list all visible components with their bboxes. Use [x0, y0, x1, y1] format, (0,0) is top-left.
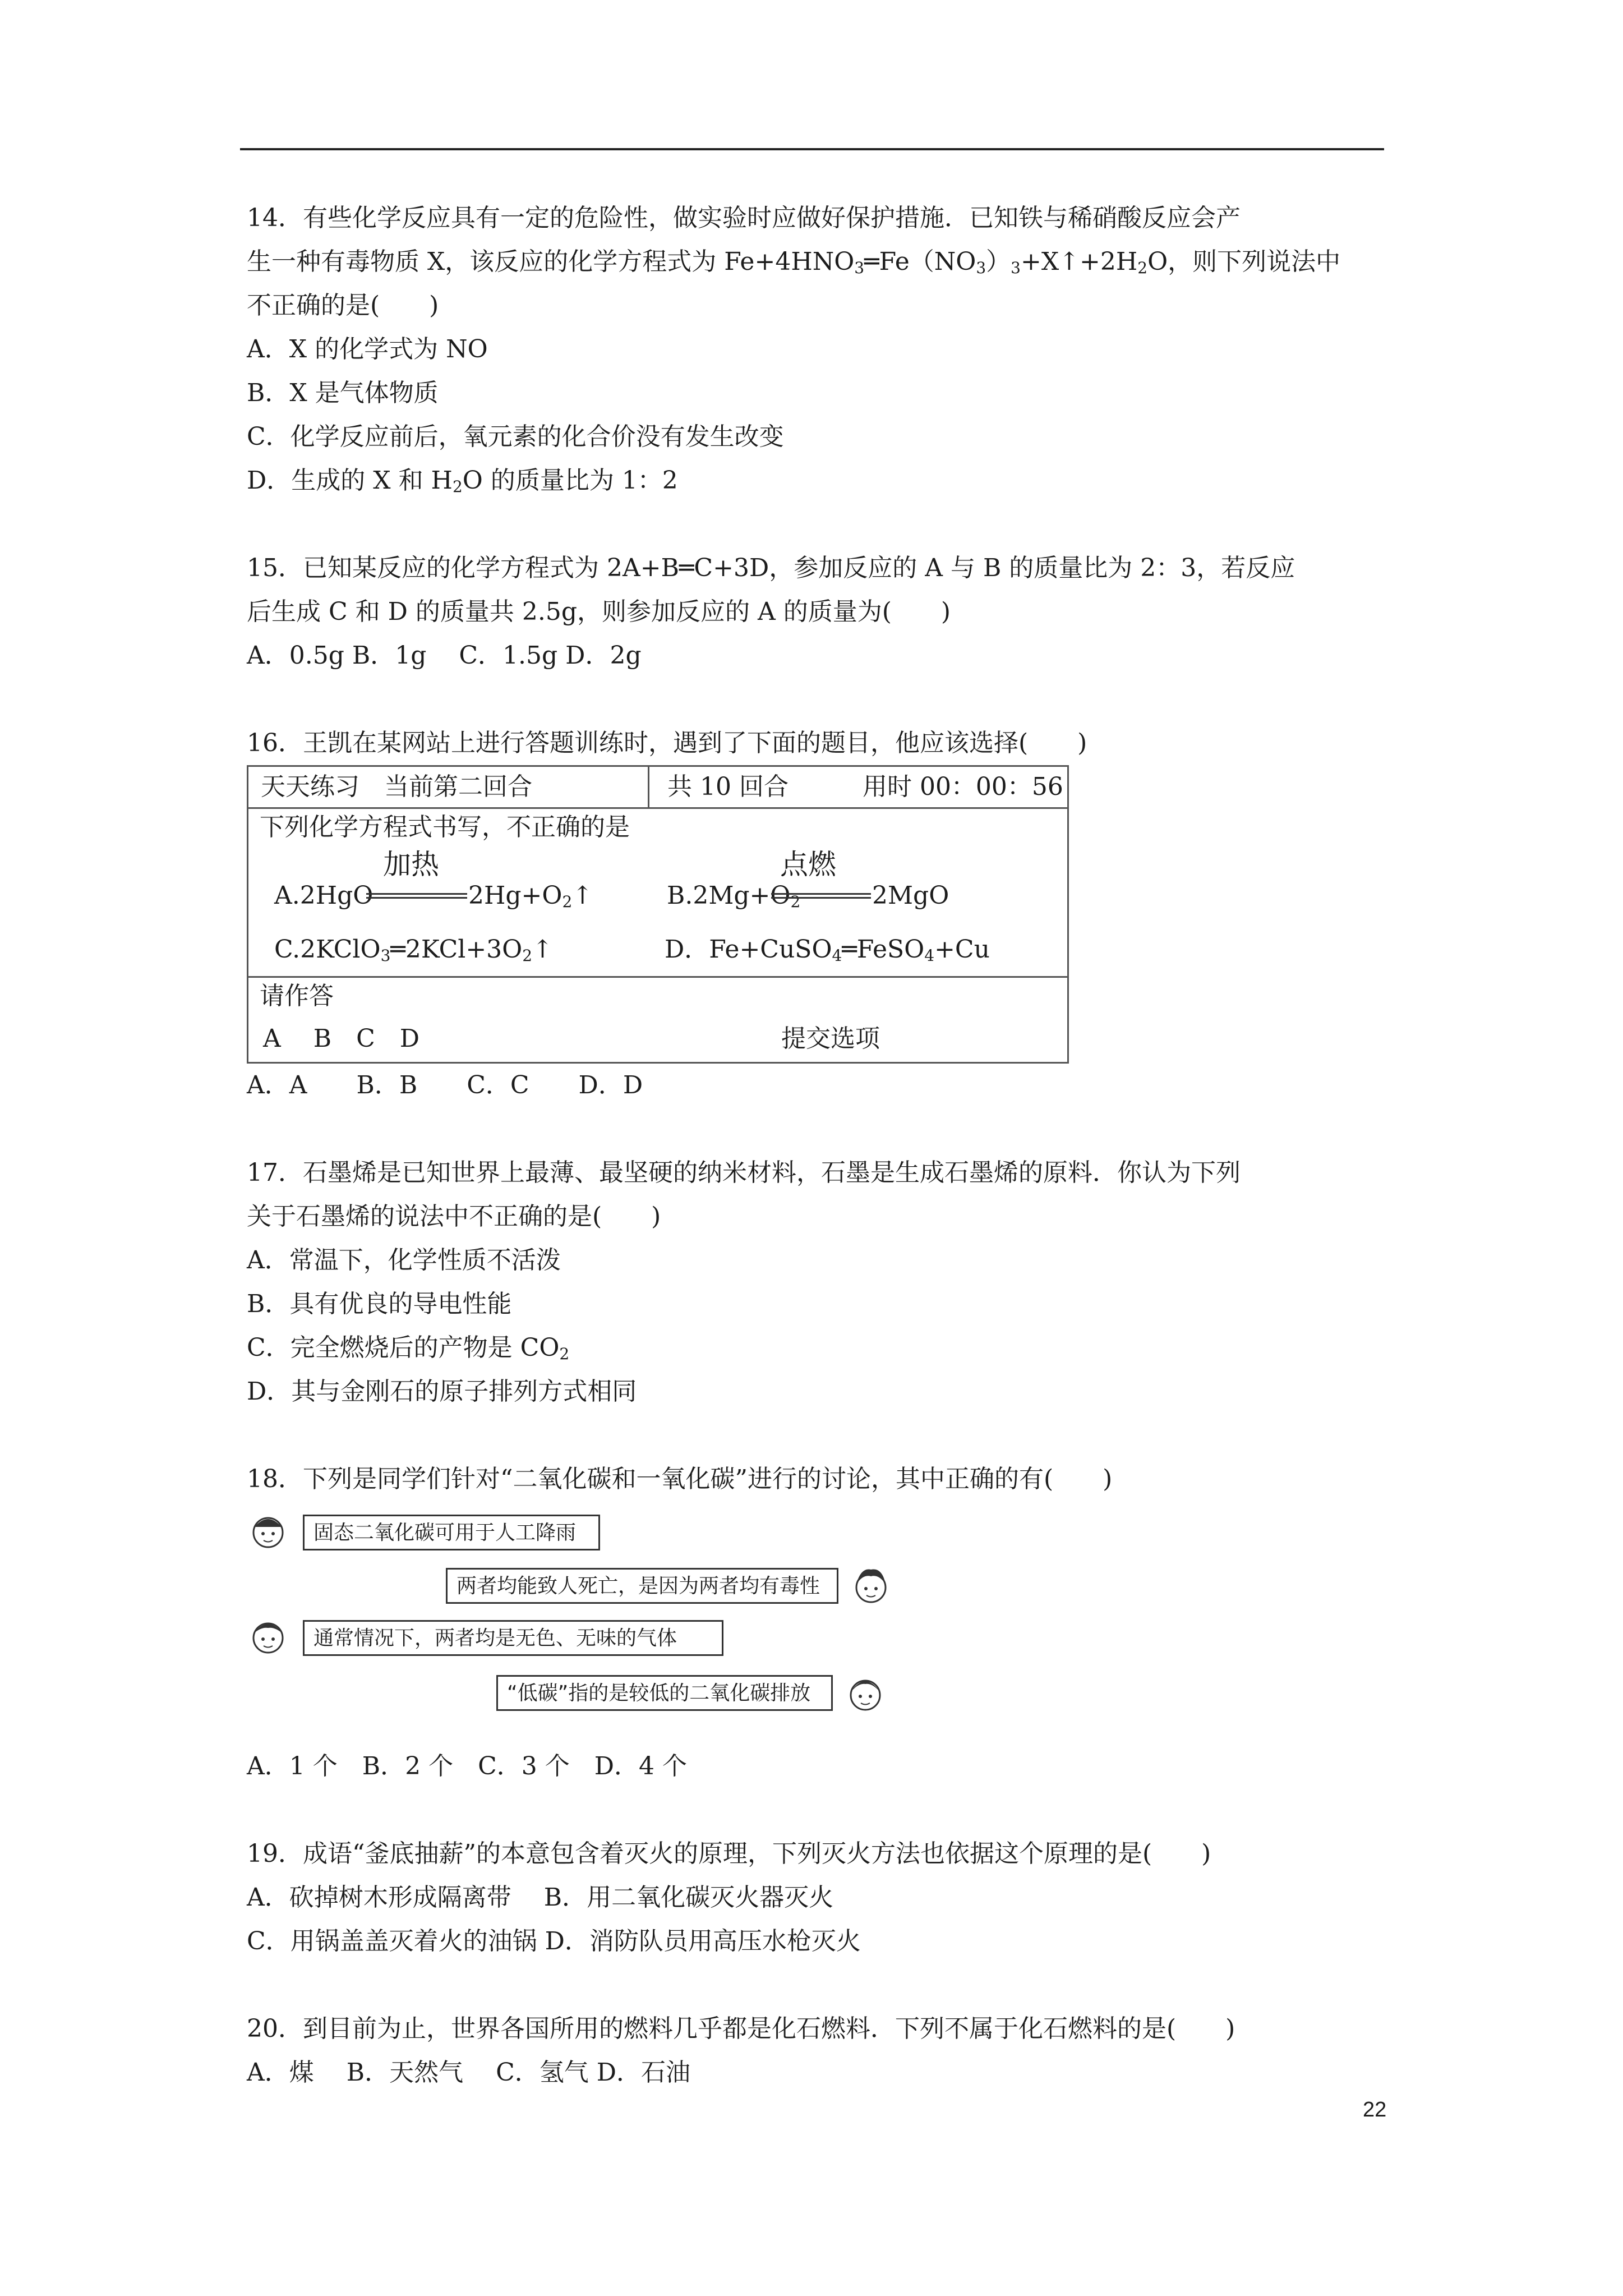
equation-b-products: 2MgO — [872, 881, 949, 910]
equation-a-products: $2Hg+O_2↑$ — [468, 881, 593, 911]
student-face-icon — [247, 1509, 289, 1552]
question-16 — [247, 721, 1413, 1107]
speech-bubble-3: 通常情况下，两者均是无色、无味的气体 — [303, 1620, 723, 1656]
q16-options: A．A B．B C．C D．D — [247, 1071, 643, 1099]
quiz-prompt: 下列化学方程式书写，不正确的是 — [260, 813, 630, 841]
ignition-condition: 点燃 — [780, 848, 836, 881]
equation-c: $C.2KClO_3═2KCl+3O_2↑$ — [274, 935, 553, 965]
student-face-icon — [247, 1614, 289, 1657]
q14-stem-line2: 生一种有毒物质 X，该反应的化学方程式为 $Fe+4HNO_3═Fe(NO_3)_3+X↑+2H_2O$，则下列说法中 — [247, 247, 1341, 277]
answer-prompt: 请作答 — [260, 982, 334, 1010]
q16-stem: 16．王凯在某网站上进行答题训练时，遇到了下面的题目，他应该选择( ) — [247, 729, 1087, 757]
speech-bubble-1: 固态二氧化碳可用于人工降雨 — [303, 1515, 600, 1550]
equation-a: A.2HgO — [274, 881, 374, 910]
q14-option-b: B．X 是气体物质 — [247, 379, 439, 407]
q17-option-c: C．完全燃烧后的产物是 $CO_2$ — [247, 1333, 570, 1363]
q14-option-c: C．化学反应前后，氧元素的化合价没有发生改变 — [247, 422, 784, 451]
q14-option-a: A．X 的化学式为 NO — [247, 335, 488, 364]
equation-b-equals — [771, 893, 871, 899]
q14-stem-line3: 不正确的是( ) — [247, 291, 439, 320]
q17-option-d: D．其与金刚石的原子排列方式相同 — [247, 1377, 637, 1406]
q14-option-d: D．生成的 X 和 $H_2O$ 的质量比为 1：2 — [247, 466, 678, 496]
student-face-icon — [850, 1564, 892, 1607]
quiz-timer-label: 共 10 回合 用时 00：00：56 — [667, 772, 1063, 801]
page-number: 22 — [1363, 2098, 1387, 2122]
question-18 — [247, 1457, 1413, 1788]
exam-content — [247, 196, 1413, 2095]
q17-stem-line1: 17．石墨烯是已知世界上最薄、最坚硬的纳米材料，石墨是生成石墨烯的原料．你认为下列 — [247, 1158, 1241, 1187]
speech-bubble-4: “低碳”指的是较低的二氧化碳排放 — [496, 1675, 833, 1711]
submit-option-button[interactable]: 提交选项 — [781, 1024, 880, 1053]
question-15 — [247, 546, 1413, 678]
quiz-screenshot-table — [247, 765, 1069, 1064]
q19-stem: 19．成语“釜底抽薪”的本意包含着灭火的原理，下列灭火方法也依据这个原理的是( ) — [247, 1839, 1211, 1868]
quiz-header-row — [248, 767, 1067, 809]
q15-stem-line2: 后生成 C 和 D 的质量共 2.5g，则参加反应的 A 的质量为( ) — [247, 597, 951, 626]
quiz-question-row — [248, 809, 1067, 978]
q20-stem: 20．到目前为止，世界各国所用的燃料几乎都是化石燃料．下列不属于化石燃料的是( ) — [247, 2014, 1235, 2043]
q18-options: A．1 个 B．2 个 C．3 个 D．4 个 — [247, 1752, 687, 1780]
q19-options-ab: A．砍掉树木形成隔离带 B．用二氧化碳灭火器灭火 — [247, 1883, 834, 1912]
question-20 — [247, 2007, 1413, 2095]
q14-stem-line1: 14．有些化学反应具有一定的危险性，做实验时应做好保护措施．已知铁与稀硝酸反应会产 — [247, 204, 1241, 232]
discussion-cartoon — [247, 1509, 909, 1733]
equation-d: D．Fe+CuSO$_4$═FeSO$_4$+Cu — [665, 935, 990, 965]
header-rule — [240, 148, 1384, 150]
equation-a-equals — [366, 893, 467, 899]
q18-stem: 18．下列是同学们针对“二氧化碳和一氧化碳”进行的讨论，其中正确的有( ) — [247, 1465, 1113, 1493]
quiz-round-label: 天天练习 当前第二回合 — [248, 767, 649, 807]
speech-bubble-2: 两者均能致人死亡，是因为两者均有毒性 — [446, 1568, 838, 1604]
q15-stem-line1: 15．已知某反应的化学方程式为 2A+B═C+3D，参加反应的 A 与 B 的质量比为 2：3，若反应 — [247, 554, 1295, 582]
question-17 — [247, 1151, 1413, 1414]
q17-option-b: B．具有优良的导电性能 — [247, 1290, 512, 1318]
student-face-icon — [844, 1672, 887, 1714]
answer-choices[interactable]: A B C D — [263, 1024, 420, 1053]
heating-condition: 加热 — [383, 848, 439, 881]
q17-option-a: A．常温下，化学性质不活泼 — [247, 1246, 561, 1274]
question-14 — [247, 196, 1413, 503]
q17-stem-line2: 关于石墨烯的说法中不正确的是( ) — [247, 1202, 661, 1231]
quiz-answer-row — [248, 978, 1067, 1062]
q15-options: A．0.5g B．1g C．1.5g D．2g — [247, 641, 642, 670]
question-19 — [247, 1832, 1413, 1963]
q20-options: A．煤 B．天然气 C．氢气 D．石油 — [247, 2058, 691, 2087]
q19-options-cd: C．用锅盖盖灭着火的油锅 D．消防队员用高压水枪灭火 — [247, 1927, 861, 1955]
equation-b: $B.2Mg+O_2$ — [667, 881, 801, 911]
